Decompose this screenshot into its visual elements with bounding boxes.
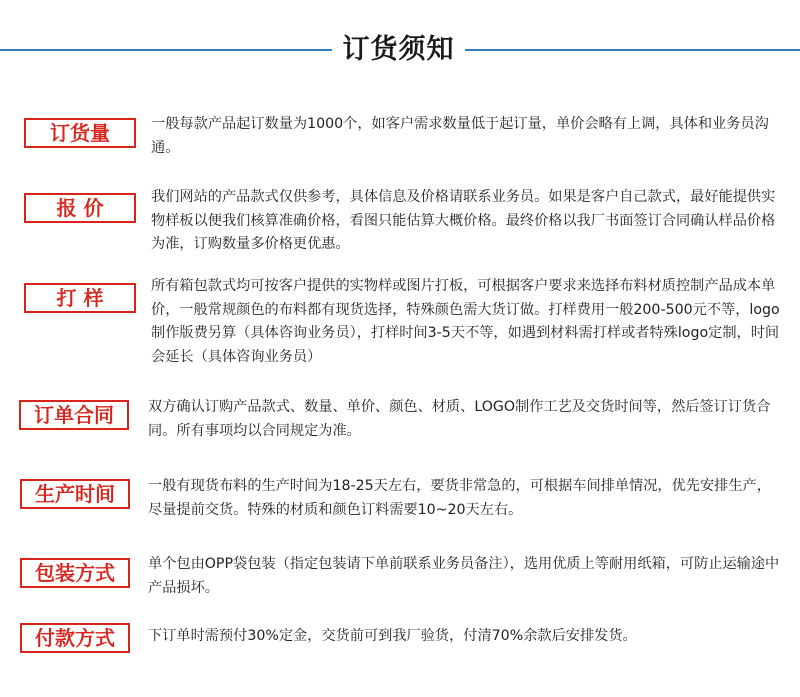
header-divider-left — [0, 49, 332, 51]
section-label: 包装方式 — [20, 558, 130, 588]
section-text: 单个包由OPP袋包装（指定包装请下单前联系业务员备注），选用优质上等耐用纸箱，可防止运输途中产品损坏。 — [148, 556, 780, 596]
section-text: 下订单时需预付30%定金，交货前可到我厂验货，付清70%余款后安排发货。 — [148, 628, 637, 644]
section-text: 所有箱包款式均可按客户提供的实物样或图片打板，可根据客户要求来选择布料材质控制产品成本单价，一般常规颜色的布料都有现货选择，特殊颜色需大货订做。打样费用一般200-500元不等，logo制作版费另算（具体咨询业务员），打样时间3-5天不等，如遇到材料需打样或者特殊logo定制，时间会延长（具体咨询业务员） — [151, 278, 780, 365]
section-label: 打 样 — [24, 283, 136, 313]
section-text: 双方确认订购产品款式、数量、单价、颜色、材质、LOGO制作工艺及交货时间等，然后签订订货合同。所有事项均以合同规定为准。 — [148, 399, 771, 439]
page-title: 订货须知 — [342, 34, 455, 65]
section-label: 报 价 — [24, 193, 136, 223]
section-label: 生产时间 — [20, 479, 130, 509]
section-label: 订单合同 — [19, 400, 129, 430]
section-text: 一般有现货布料的生产时间为18-25天左右，要货非常急的，可根据车间排单情况，优先安排生产，尽量提前交货。特殊的材质和颜色订料需要10~20天左右。 — [148, 478, 771, 518]
section-label: 付款方式 — [20, 623, 130, 653]
section-label: 订货量 — [24, 118, 136, 148]
section-text: 我们网站的产品款式仅供参考，具体信息及价格请联系业务员。如果是客户自己款式，最好能提供实物样板以便我们核算准确价格，看图只能估算大概价格。最终价格以我厂书面签订合同确认样品价格为准，订购数量多价格更优惠。 — [151, 189, 776, 252]
header-divider-right — [465, 49, 800, 51]
page-header — [0, 0, 800, 100]
section-text: 一般每款产品起订数量为1000个，如客户需求数量低于起订量，单价会略有上调，具体和业务员沟通。 — [151, 116, 769, 156]
